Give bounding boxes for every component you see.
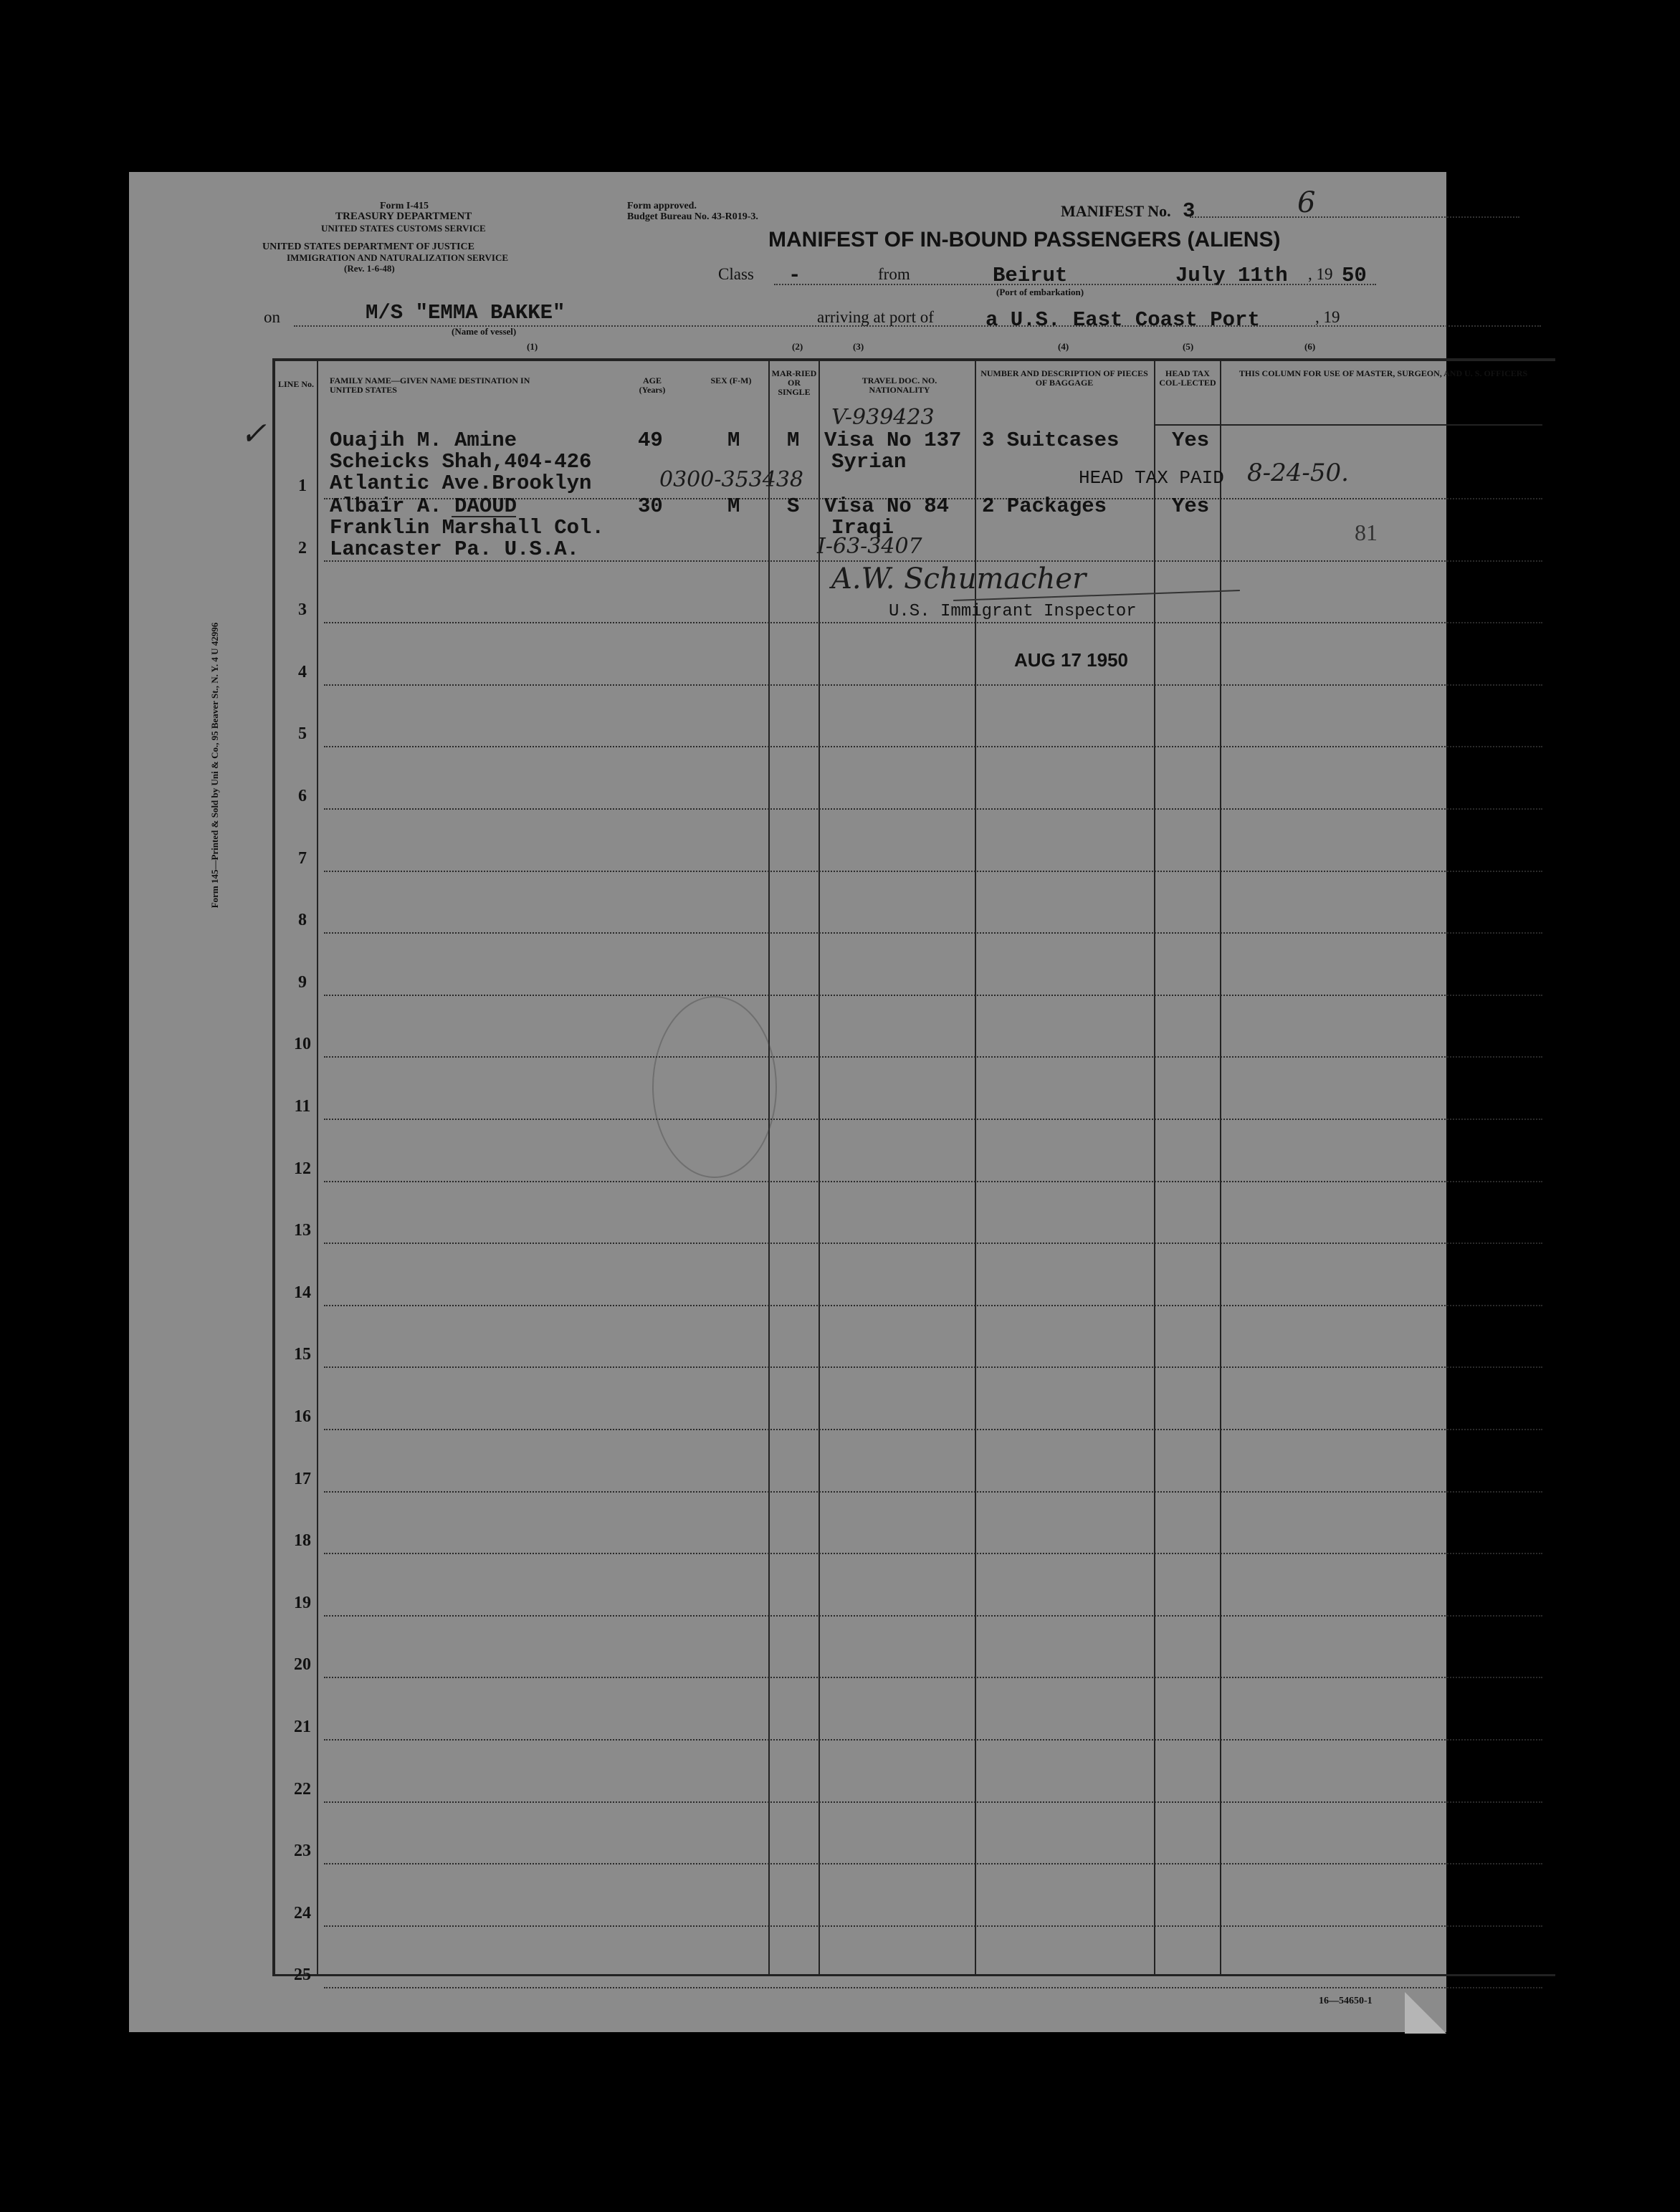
manifest-title: MANIFEST OF IN-BOUND PASSENGERS (ALIENS)	[768, 228, 1281, 252]
department-treasury: TREASURY DEPARTMENT	[335, 211, 472, 222]
head-tax-paid-stamp: HEAD TAX PAID	[1079, 467, 1224, 489]
passenger-2-age: 30	[638, 494, 663, 518]
row-line	[324, 932, 1542, 934]
class-dots	[774, 284, 1376, 285]
passenger-2-alien-reg: I-63-3407	[817, 534, 922, 559]
column-number-2: (2)	[792, 341, 803, 352]
passenger-2-name: Albair A. DAOUD	[330, 494, 517, 518]
row-line	[324, 995, 1542, 996]
passenger-1-doc-handwritten: V-939423	[831, 405, 935, 430]
line-number: 16	[294, 1407, 311, 1426]
line-number: 19	[294, 1593, 311, 1612]
header-married: MAR-RIED OR SINGLE	[771, 368, 817, 397]
line-number: 12	[294, 1159, 311, 1178]
row-line	[324, 1429, 1542, 1430]
header-officers: THIS COLUMN FOR USE OF MASTER, SURGEON, AND U. S. OFFICERS	[1238, 368, 1528, 378]
from-label: from	[878, 265, 910, 283]
footer-code: 16—54650-1	[1319, 1996, 1373, 2006]
column-divider	[1154, 360, 1155, 1976]
column-divider	[768, 360, 770, 1976]
line-number: 8	[298, 911, 307, 930]
column-number-5: (5)	[1183, 341, 1194, 352]
passenger-1-name: Ouajih M. Amine	[330, 428, 517, 452]
header-bottom-rule	[1154, 424, 1542, 426]
page-corner-curl	[1405, 1992, 1446, 2034]
row-line	[324, 1925, 1542, 1927]
form-approved: Form approved.	[627, 201, 697, 211]
line-number: 18	[294, 1531, 311, 1551]
passenger-1-dest-line2: Atlantic Ave.Brooklyn	[330, 471, 592, 495]
line-number: 1	[298, 477, 307, 495]
header-age: AGE (Years)	[639, 375, 666, 395]
column-divider	[1220, 360, 1221, 1976]
passenger-1-baggage: 3 Suitcases	[982, 428, 1120, 452]
table-top-rule	[272, 358, 1555, 361]
line-number: 7	[298, 848, 307, 868]
line-number: 17	[294, 1469, 311, 1488]
row-line	[324, 1243, 1542, 1244]
row-line	[324, 746, 1542, 747]
line-number: 9	[298, 972, 307, 992]
manifest-no-handwritten: 6	[1297, 186, 1316, 219]
passenger-2-baggage: 2 Packages	[982, 494, 1107, 518]
header-head-tax: HEAD TAX COL-LECTED	[1159, 368, 1216, 388]
line-number: 4	[298, 662, 307, 681]
printer-imprint: Form 145—Printed & Sold by Uni & Co., 95 Beaver St., N. Y. 4 U 42996	[209, 622, 220, 909]
passenger-2-nationality: Iraqi	[831, 516, 894, 540]
departure-date: July 11th	[1175, 264, 1288, 287]
line-number: 15	[294, 1345, 311, 1364]
form-number: Form I-415	[380, 201, 429, 211]
row-line	[324, 1987, 1542, 1988]
head-tax-paid-date: 8-24-50.	[1247, 459, 1349, 487]
manifest-page	[129, 172, 1528, 2032]
line-number: 23	[294, 1842, 311, 1861]
column-number-6: (6)	[1304, 341, 1316, 352]
passenger-1-dest-line1: Scheicks Shah,404-426	[330, 450, 592, 474]
passenger-2-head-tax: Yes	[1172, 494, 1210, 518]
port-embarkation-caption: (Port of embarkation)	[996, 287, 1084, 297]
row-line	[324, 1863, 1542, 1864]
vessel-name: M/S "EMMA BAKKE"	[366, 301, 565, 325]
passenger-1-head-tax: Yes	[1172, 428, 1210, 452]
line-number: 22	[294, 1779, 311, 1799]
from-port: Beirut	[993, 264, 1068, 287]
passenger-1-sex: M	[727, 428, 740, 452]
line-number: 5	[298, 724, 307, 744]
row-line	[324, 1801, 1542, 1803]
column-divider	[818, 360, 820, 1976]
header-line-no: LINE No.	[277, 379, 314, 389]
table-bottom-rule	[272, 1974, 1555, 1976]
passenger-2-dest-line1: Franklin Marshall Col.	[330, 516, 604, 540]
passenger-2-married: S	[787, 494, 800, 518]
row-line	[324, 1553, 1542, 1554]
row-line	[324, 1181, 1542, 1182]
class-label: Class	[718, 265, 754, 283]
header-name: FAMILY NAME—GIVEN NAME DESTINATION IN UNITED STATES	[330, 375, 530, 395]
on-dots	[294, 325, 1541, 327]
passenger-1-married: M	[787, 428, 800, 452]
row-check-mark: ✓	[240, 416, 267, 452]
line-number: 13	[294, 1221, 311, 1240]
passenger-1-age: 49	[638, 428, 663, 452]
inspection-date-stamp: AUG 17 1950	[1014, 649, 1128, 671]
line-number: 24	[294, 1903, 311, 1923]
header-travel-doc: TRAVEL DOC. NO. NATIONALITY	[862, 375, 937, 395]
row-line	[324, 1366, 1542, 1368]
column-number-3: (3)	[853, 341, 864, 352]
line-number: 10	[294, 1035, 311, 1054]
row-line	[324, 1056, 1542, 1058]
column-number-1: (1)	[527, 341, 538, 352]
row-line	[324, 1119, 1542, 1120]
row-line	[324, 1739, 1542, 1741]
row-line	[324, 684, 1542, 686]
row-line	[324, 1491, 1542, 1493]
class-value: -	[788, 264, 801, 287]
header-baggage: NUMBER AND DESCRIPTION OF PIECES OF BAGGAGE	[980, 368, 1148, 388]
year-prefix: , 19	[1308, 265, 1333, 283]
passenger-2-dest-line2: Lancaster Pa. U.S.A.	[330, 537, 580, 561]
passenger-1-visa: Visa No 137	[824, 428, 962, 452]
line-number: 21	[294, 1718, 311, 1736]
department-justice: UNITED STATES DEPARTMENT OF JUSTICE	[262, 241, 474, 252]
manifest-no-typed: 3	[1183, 199, 1195, 223]
arrival-year: , 19	[1315, 308, 1340, 326]
line-number: 6	[298, 787, 307, 805]
column-divider	[317, 360, 318, 1976]
line-number: 25	[294, 1966, 311, 1985]
manifest-no-dots	[1190, 216, 1519, 218]
inspector-title: U.S. Immigrant Inspector	[889, 602, 1137, 621]
row-line	[324, 1615, 1542, 1617]
column-number-4: (4)	[1058, 341, 1069, 352]
stamp-count: 81	[1355, 520, 1378, 545]
customs-service: UNITED STATES CUSTOMS SERVICE	[321, 223, 486, 234]
passenger-2-visa: Visa No 84	[824, 494, 950, 518]
inspector-signature: A.W. Schumacher	[831, 562, 1087, 595]
seal-impression	[652, 996, 777, 1178]
passenger-1-nationality: Syrian	[831, 450, 907, 474]
row-line	[324, 1305, 1542, 1306]
row-line	[324, 622, 1542, 623]
vessel-caption: (Name of vessel)	[452, 326, 517, 337]
passenger-1-alien-reg: 0300-353438	[659, 467, 804, 492]
line-number: 3	[298, 600, 307, 620]
row-line	[324, 808, 1542, 810]
arriving-label: arriving at port of	[817, 308, 934, 326]
ins-service: IMMIGRATION AND NATURALIZATION SERVICE	[287, 252, 509, 263]
line-number: 2	[298, 538, 307, 557]
year-value: 50	[1342, 264, 1367, 287]
table-left-rule	[272, 360, 275, 1976]
budget-bureau: Budget Bureau No. 43-R019-3.	[627, 211, 758, 222]
row-line	[324, 1677, 1542, 1678]
form-revision: (Rev. 1-6-48)	[344, 263, 395, 274]
line-number: 14	[294, 1283, 311, 1302]
line-number: 11	[294, 1097, 311, 1116]
passenger-2-sex: M	[727, 494, 740, 518]
header-sex: SEX (F-M)	[710, 375, 752, 386]
row-line	[324, 871, 1542, 872]
line-number: 20	[294, 1655, 311, 1675]
manifest-no-label: MANIFEST No.	[1061, 202, 1171, 220]
on-label: on	[264, 308, 280, 326]
arrival-port: a U.S. East Coast Port	[985, 308, 1260, 332]
